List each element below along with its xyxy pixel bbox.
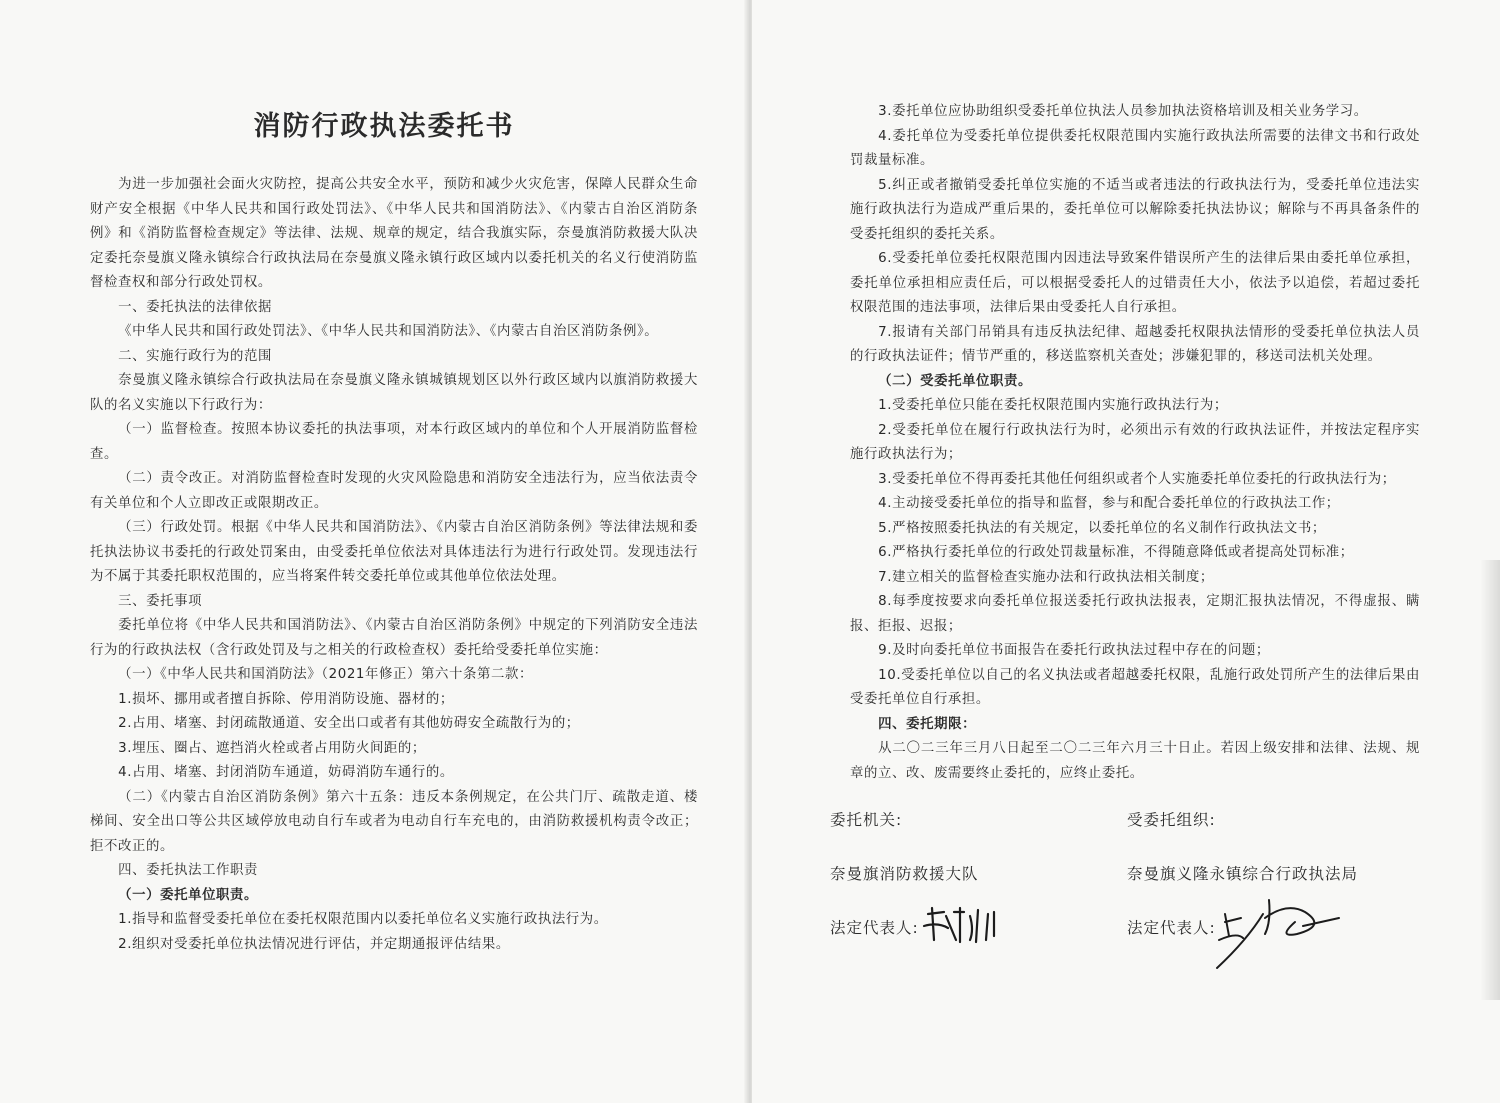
right-paragraphs-item: 9.及时向委托单位书面报告在委托行政执法过程中存在的问题；: [878, 643, 1270, 658]
left-paragraphs-item: （一）《中华人民共和国消防法》（2021年修正）第六十条第二款：: [118, 667, 533, 682]
right-paragraphs-item: 5.纠正或者撤销受委托单位实施的不适当或者违法的行政执法行为，受委托单位违法实施行政执法行为造成严重后果的，委托单位可以解除委托执法协议；解除与不再具备条件的受委托组织的委托关系。: [850, 177, 1420, 242]
entrusted-rep-label: 法定代表人:: [1127, 919, 1216, 937]
right-paragraphs-item: 从二〇二三年三月八日起至二〇二三年六月三十日止。若因上级安排和法律、法规、规章的立、改、废需要终止委托的，应终止委托。: [850, 741, 1420, 781]
right-paragraphs-item: 8.每季度按要求向委托单位报送委托行政执法报表，定期汇报执法情况，不得虚报、瞒报、拒报、迟报；: [850, 594, 1420, 634]
right-page-body: [850, 100, 1420, 786]
signature-area: [822, 810, 1460, 1010]
left-paragraphs-item: （二）《内蒙古自治区消防条例》第六十五条：违反本条例规定，在公共门厅、疏散走道、楼梯间、安全出口等公共区域停放电动自行车或者为电动自行车充电的，由消防救援机构责令改正；拒不改正的。: [90, 789, 698, 854]
left-paragraphs-item: 四、委托执法工作职责: [118, 863, 259, 878]
right-paragraphs-item: 7.报请有关部门吊销具有违反执法纪律、超越委托权限执法情形的受委托单位执法人员的行政执法证件；情节严重的，移送监察机关查处；涉嫌犯罪的，移送司法机关处理。: [850, 324, 1420, 364]
left-page: [0, 0, 748, 1103]
right-paragraphs-item: 7.建立相关的监督检查实施办法和行政执法相关制度；: [878, 569, 1214, 585]
left-paragraphs-item: 三、委托事项: [118, 593, 203, 609]
entrusted-role-label: 受委托组织:: [1127, 811, 1216, 829]
left-paragraphs-item: （一）监督检查。按照本协议委托的执法事项，对本行政区域内的单位和个人开展消防监督检查。: [90, 422, 698, 462]
right-paragraphs-item: （二）受委托单位职责。: [878, 373, 1033, 389]
left-paragraphs-item: 1.指导和监督受委托单位在委托权限范围内以委托单位名义实施行政执法行为。: [118, 912, 608, 927]
left-paragraphs-item: 为进一步加强社会面火灾防控，提高公共安全水平，预防和减少火灾危害，保障人民群众生命财产安全根据《中华人民共和国行政处罚法》、《中华人民共和国消防法》、《内蒙古自治区消防条例》和《消防监督检查规定》等法律、法规、规章的规定，结合我旗实际，奈曼旗消防救援大队决定委托奈曼旗义隆永镇综合行政执法局在奈曼旗义隆永镇行政区域内以委托机关的名义行使消防监督检查权和部分行政处罚权。: [90, 177, 698, 290]
entrusting-rep-label: 法定代表人:: [830, 919, 919, 937]
right-paragraphs-item: 4.委托单位为受委托单位提供委托权限范围内实施行政执法所需要的法律文书和行政处罚裁量标准。: [850, 128, 1420, 168]
left-paragraphs-item: 2.占用、堵塞、封闭疏散通道、安全出口或者有其他妨碍安全疏散行为的；: [118, 716, 580, 731]
page-edge-shadow: [1480, 560, 1500, 1000]
left-paragraphs-item: 2.组织对受委托单位执法情况进行评估，并定期通报评估结果。: [118, 936, 510, 952]
handwritten-signature-left: [920, 906, 1010, 946]
left-paragraphs-item: 一、委托执法的法律依据: [118, 299, 273, 315]
left-paragraphs-item: 委托单位将《中华人民共和国消防法》、《内蒙古自治区消防条例》中规定的下列消防安全违法行为的行政执法权（含行政处罚及与之相关的行政检查权）委托给受委托单位实施：: [90, 618, 698, 658]
entrusting-org-name: 奈曼旗消防救援大队: [830, 865, 979, 883]
left-paragraphs-item: 二、实施行政行为的范围: [118, 348, 273, 364]
entrusted-org-name: 奈曼旗义隆永镇综合行政执法局: [1127, 865, 1359, 883]
left-paragraphs-item: 奈曼旗义隆永镇综合行政执法局在奈曼旗义隆永镇城镇规划区以外行政区域内以旗消防救援大队的名义实施以下行政行为：: [90, 373, 698, 413]
handwritten-signature-right: [1207, 892, 1367, 972]
left-paragraphs-item: （二）责令改正。对消防监督检查时发现的火灾风险隐患和消防安全违法行为，应当依法责令有关单位和个人立即改正或限期改正。: [90, 471, 698, 511]
left-paragraphs-item: （一）委托单位职责。: [118, 887, 259, 903]
right-paragraphs-item: 3.委托单位应协助组织受委托单位执法人员参加执法资格培训及相关业务学习。: [878, 104, 1368, 119]
entrusting-role-label: 委托机关:: [830, 811, 903, 829]
right-paragraphs-item: 四、委托期限：: [878, 716, 977, 732]
left-paragraphs-item: 4.占用、堵塞、封闭消防车通道，妨碍消防车通行的。: [118, 765, 454, 780]
right-paragraphs-item: 4.主动接受委托单位的指导和监督，参与和配合委托单位的行政执法工作；: [878, 496, 1340, 511]
right-paragraphs-item: 1.受委托单位只能在委托权限范围内实施行政执法行为；: [878, 398, 1228, 413]
right-page: [752, 0, 1500, 1103]
right-paragraphs-item: 6.严格执行委托单位的行政处罚裁量标准，不得随意降低或者提高处罚标准；: [878, 545, 1354, 560]
left-paragraphs-item: 1.损坏、挪用或者擅自拆除、停用消防设施、器材的；: [118, 691, 454, 707]
right-paragraphs-item: 6.受委托单位委托权限范围内因违法导致案件错误所产生的法律后果由委托单位承担，委托单位承担相应责任后，可以根据受委托人的过错责任大小，依法予以追偿，若超过委托权限范围的违法事项，法律后果由受委托人自行承担。: [850, 251, 1420, 315]
left-page-body: [90, 173, 698, 957]
left-paragraphs-item: 3.埋压、圈占、遮挡消火栓或者占用防火间距的；: [118, 740, 426, 756]
signature-block-entrusting: [830, 810, 979, 972]
right-paragraphs-item: 3.受委托单位不得再委托其他任何组织或者个人实施委托单位委托的行政执法行为；: [878, 471, 1396, 487]
left-paragraphs-item: （三）行政处罚。根据《中华人民共和国消防法》、《内蒙古自治区消防条例》等法律法规和委托执法协议书委托的行政处罚案由，由受委托单位依法对具体违法行为进行行政处罚。发现违法行为不属于其委托职权范围的，应当将案件转交委托单位或其他单位依法处理。: [90, 520, 698, 584]
document-title: 消防行政执法委托书: [253, 111, 515, 142]
right-paragraphs-item: 5.严格按照委托执法的有关规定，以委托单位的名义制作行政执法文书；: [878, 520, 1326, 536]
left-paragraphs-item: 《中华人民共和国行政处罚法》、《中华人民共和国消防法》、《内蒙古自治区消防条例》。: [118, 324, 659, 339]
right-paragraphs-item: 2.受委托单位在履行行政执法行为时，必须出示有效的行政执法证件，并按法定程序实施行政执法行为；: [850, 422, 1420, 462]
right-paragraphs-item: 10.受委托单位以自己的名义执法或者超越委托权限，乱施行政处罚所产生的法律后果由受委托单位自行承担。: [850, 667, 1420, 707]
